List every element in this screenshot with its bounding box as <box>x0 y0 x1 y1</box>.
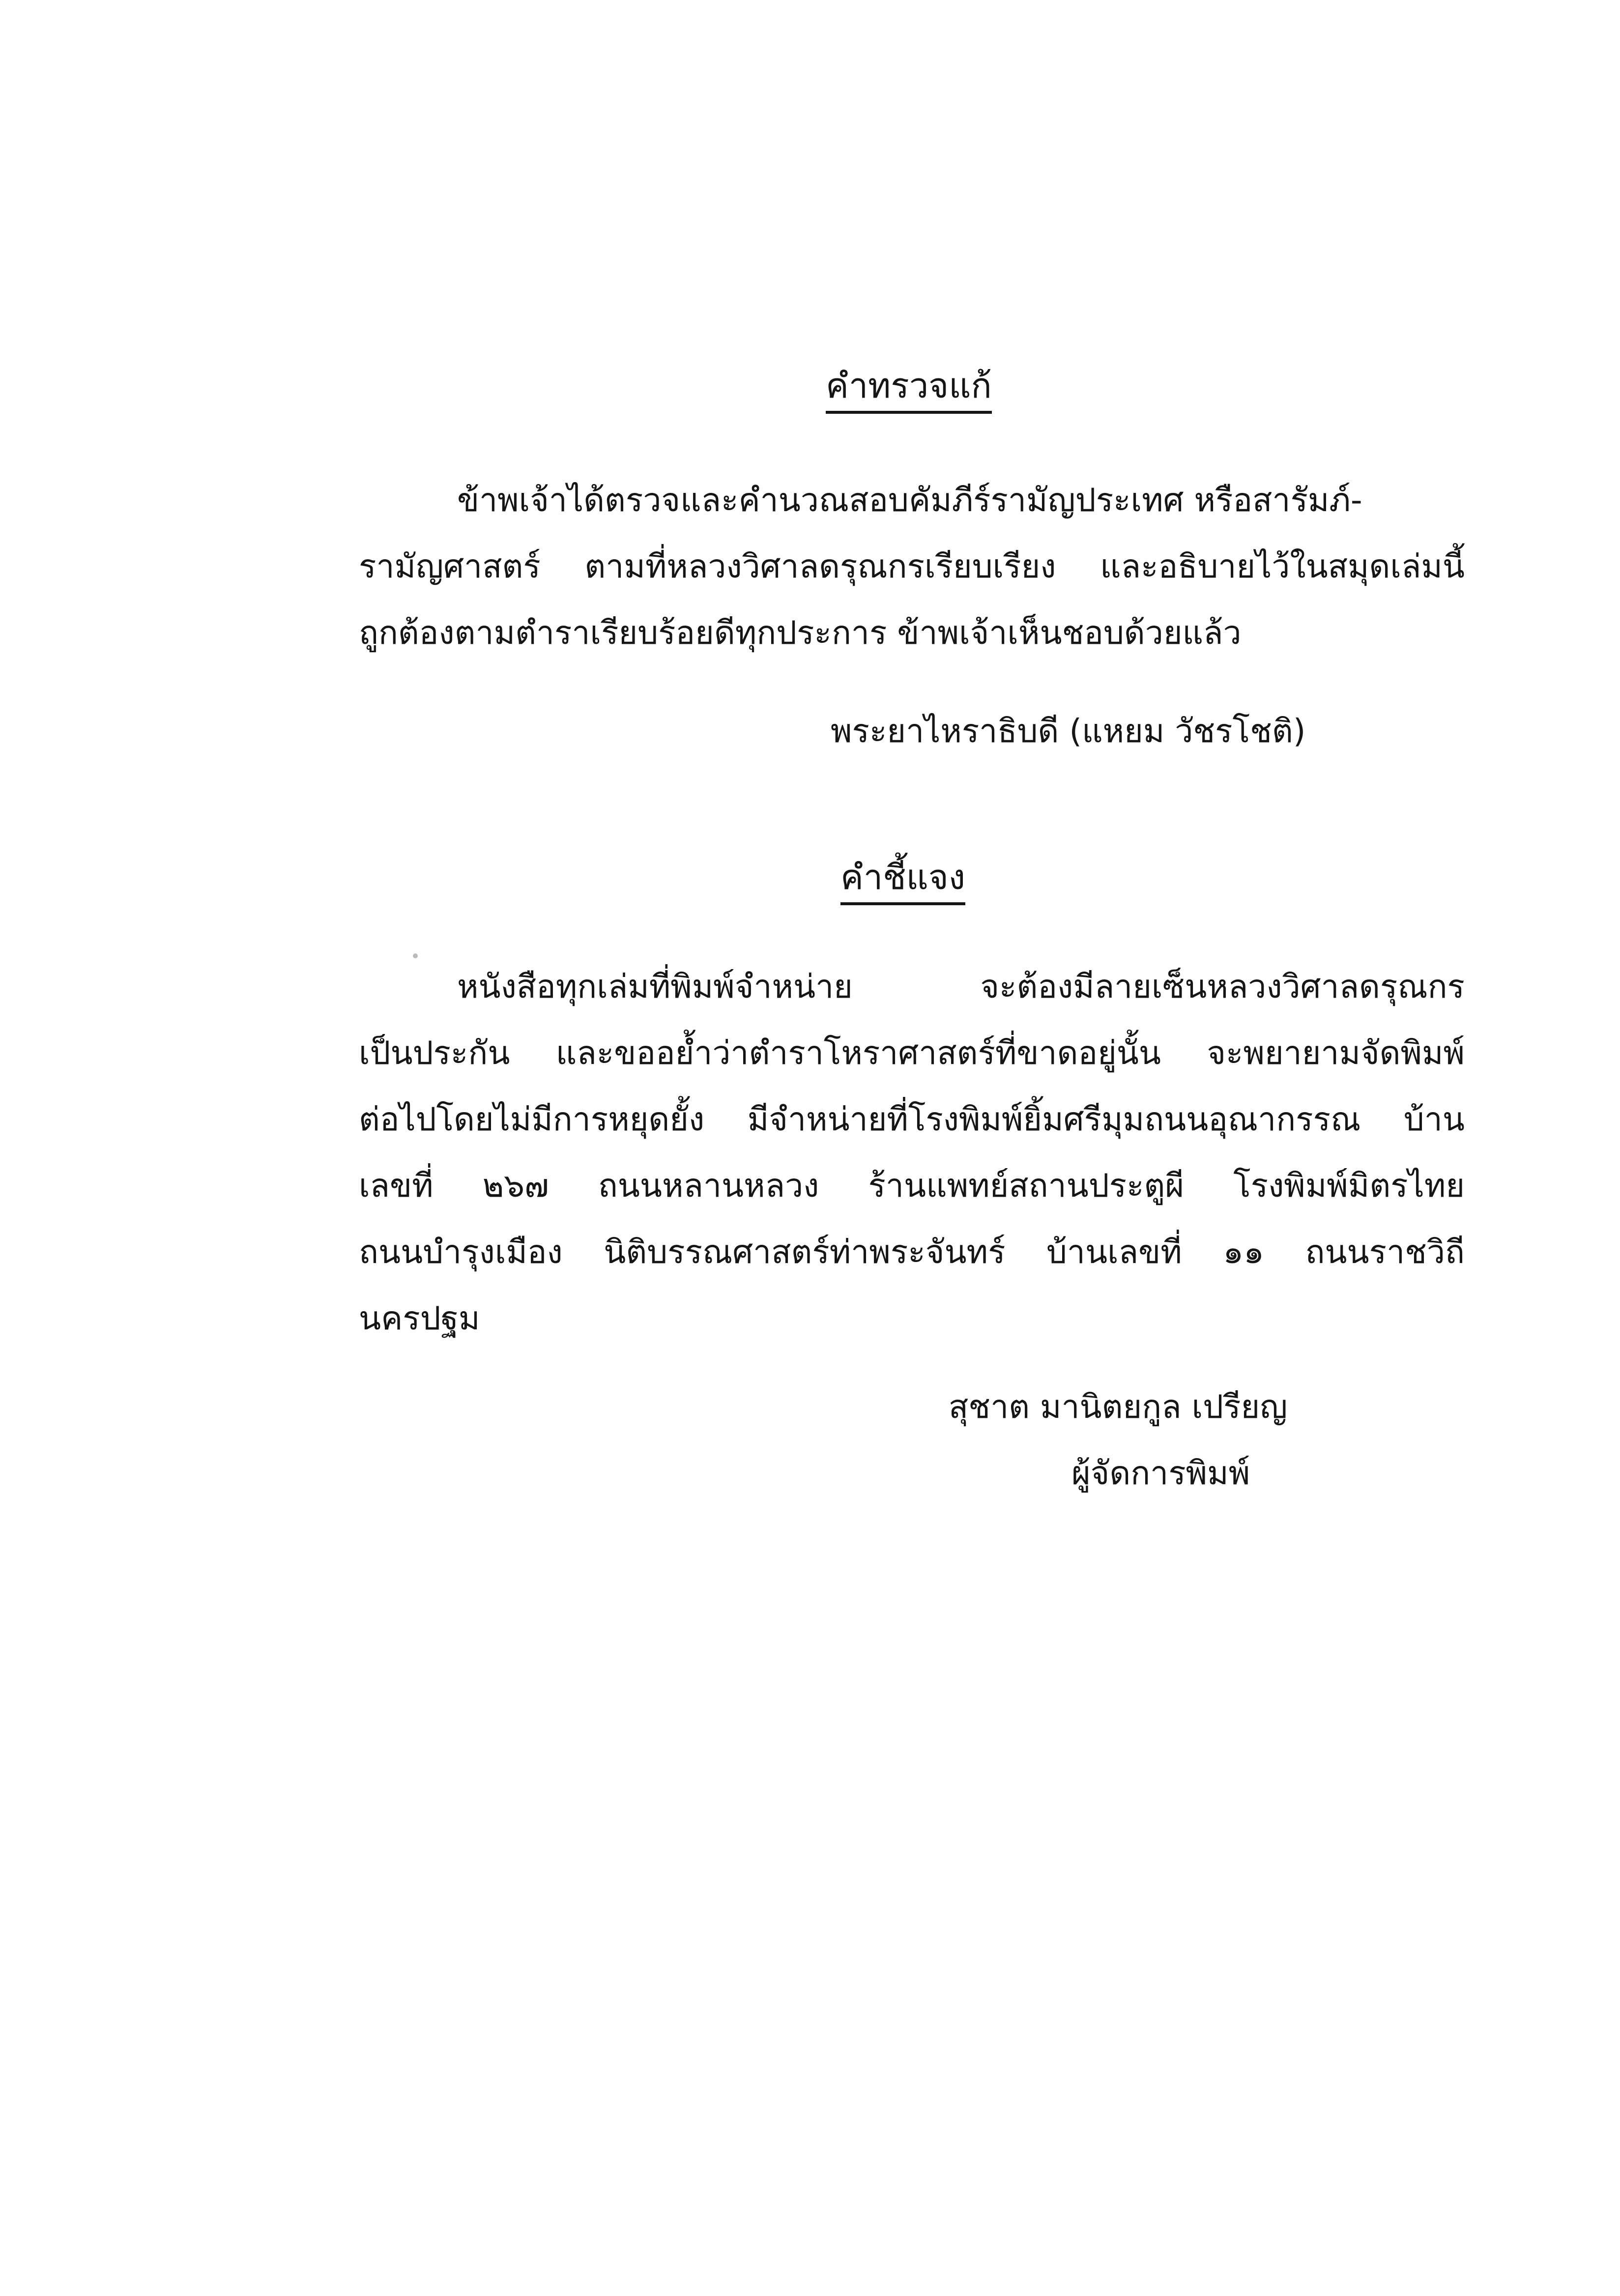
scan-speck <box>413 953 418 958</box>
section-heading-explanation: คำชี้แจง <box>840 860 965 905</box>
review-signature: พระยาไหราธิบดี (แหยม วัชรโชติ) <box>831 712 1306 750</box>
explanation-paragraph-line-4: เลขที่ ๒๖๗ ถนนหลานหลวง ร้านแพทย์สถานประตูผี โรงพิมพ์มิตรไทย <box>359 1167 1465 1205</box>
explanation-paragraph-line-5: ถนนบำรุงเมือง นิติบรรณศาสตร์ท่าพระจันทร์ บ้านเลขที่ ๑๑ ถนนราชวิถี <box>359 1233 1465 1271</box>
review-paragraph-line-3: ถูกต้องตามตำราเรียบร้อยดีทุกประการ ข้าพเจ้าเห็นชอบด้วยแล้ว <box>359 614 1242 652</box>
review-paragraph-line-1: ข้าพเจ้าได้ตรวจและคำนวณสอบคัมภีร์รามัญประเทศ หรือสารัมภ์- <box>457 481 1362 519</box>
explanation-paragraph-line-3: ต่อไปโดยไม่มีการหยุดยั้ง มีจำหน่ายที่โรงพิมพ์ยิ้มศรีมุมถนนอุณากรรณ บ้าน <box>359 1100 1465 1138</box>
explanation-paragraph-line-1: หนังสือทุกเล่มที่พิมพ์จำหน่าย จะต้องมีลายเซ็นหลวงวิศาลดรุณกร <box>457 968 1465 1005</box>
publisher-signature-title: ผู้จัดการพิมพ์ <box>1071 1454 1250 1492</box>
review-paragraph-line-2: รามัญศาสตร์ ตามที่หลวงวิศาลดรุณกรเรียบเรียง และอธิบายไว้ในสมุดเล่มนี้ <box>359 547 1465 585</box>
explanation-paragraph-line-2: เป็นประกัน และขออย้ำว่าตำราโหราศาสตร์ที่ขาดอยู่นั้น จะพยายามจัดพิมพ์ <box>359 1034 1465 1072</box>
publisher-signature-name: สุชาต มานิตยกูล เปรียญ <box>949 1388 1288 1426</box>
explanation-paragraph-line-6: นครปฐม <box>359 1299 480 1337</box>
section-heading-review: คำทรวจแก้ <box>826 369 992 414</box>
